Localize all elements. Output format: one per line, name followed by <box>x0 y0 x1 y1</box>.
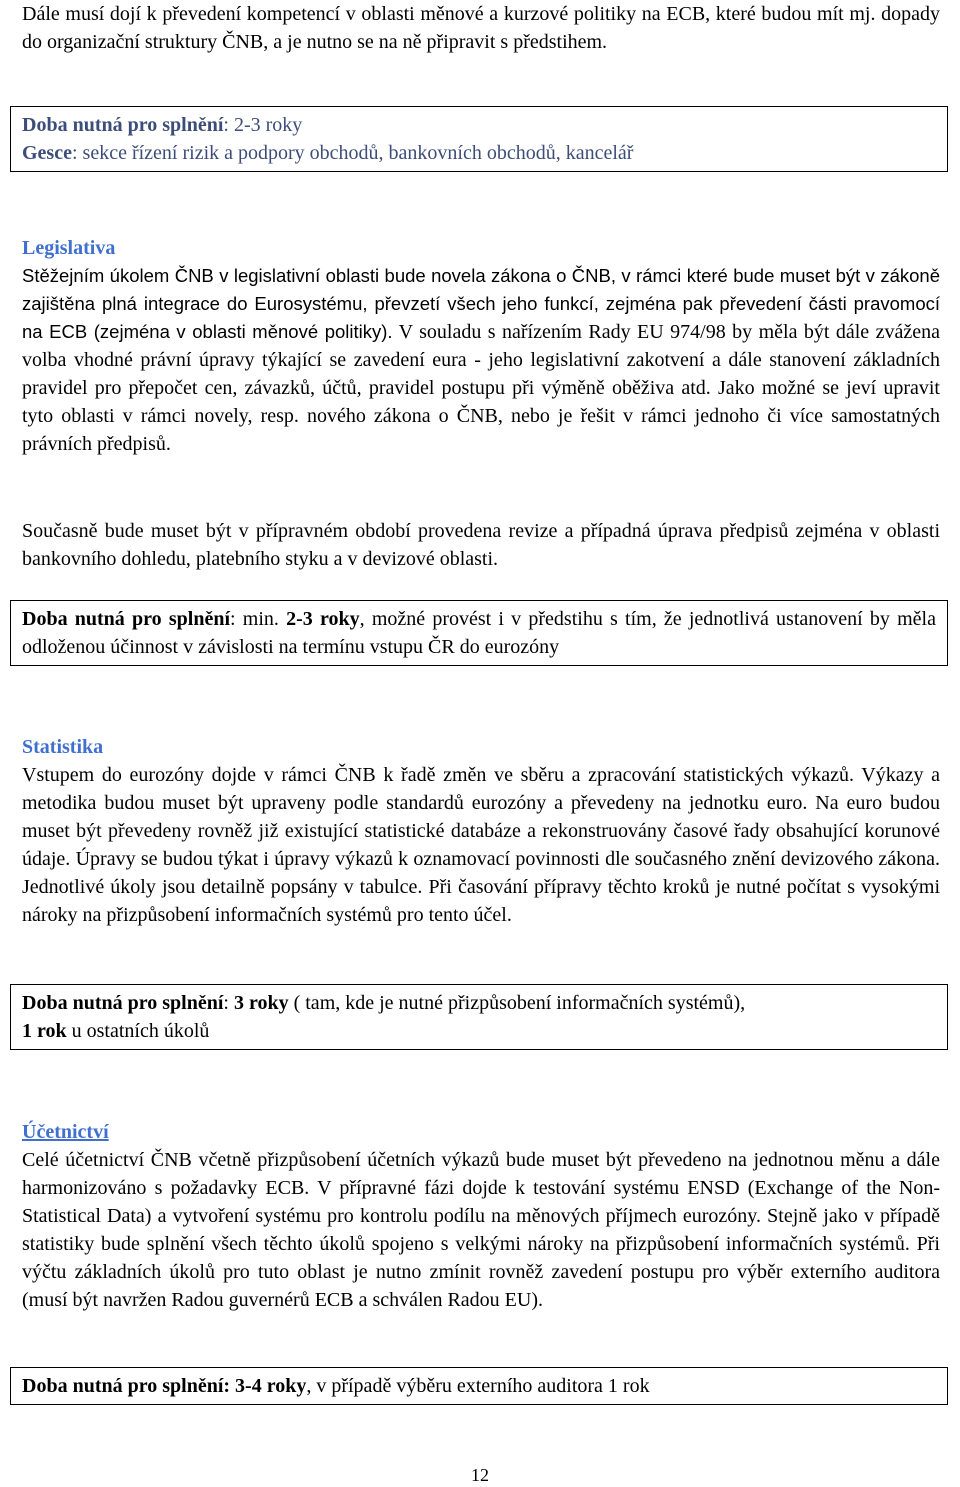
deadline-box-2: Doba nutná pro splnění: min. 2-3 roky, možné provést i v předstihu s tím, že jednotlivá ustanovení by měla odloženou účinnost v závislosti na termínu vstupu ČR do eurozóny <box>10 600 948 666</box>
deadline-box-1 <box>10 106 948 172</box>
deadline-box-3: Doba nutná pro splnění: 3 roky ( tam, kde je nutné přizpůsobení informačních systémů), 1 rok u ostatních úkolů <box>10 984 948 1050</box>
deadline-box-4: Doba nutná pro splnění: 3-4 roky, v případě výběru externího auditora 1 rok <box>10 1367 948 1405</box>
responsibility-line: Gesce: sekce řízení rizik a podpory obchodů, bankovních obchodů, kancelář <box>22 142 634 164</box>
legislativa-paragraph-1: Stěžejním úkolem ČNB v legislativní oblasti bude novela zákona o ČNB, v rámci které bude muset být v zákoně zajištěna plná integrace do Eurosystému, převzetí všech jeho funkcí, zejména pak převedení části pravomocí na ECB (zejména v oblasti měnové politiky). V souladu s nařízením Rady EU 974/98 by měla být dále zvážena volba vhodné právní úpravy týkající se zavedení eura - jeho legislativní zakotvení a dále stanovení základních pravidel pro přepočet cen, závazků, účtů, pravidel postupu při výměně oběživa atd. Jako možné se jeví upravit tyto oblasti v rámci novely, resp. nového zákona o ČNB, nebo je řešit v rámci jednoho či více samostatných právních předpisů. <box>22 265 940 455</box>
heading-legislativa: Legislativa <box>22 237 116 259</box>
intro-paragraph: Dále musí dojí k převedení kompetencí v oblasti měnové a kurzové politiky na ECB, které budou mít mj. dopady do organizační struktury ČNB, a je nutno se na ně připravit s předstihem. <box>22 3 940 53</box>
statistika-paragraph: Vstupem do eurozóny dojde v rámci ČNB k řadě změn ve sběru a zpracování statistických výkazů. Výkazy a metodika budou muset být upraveny podle standardů eurozóny a převedeny na jednotku euro. Na euro budou muset být převedeny rovněž již existující statistické databáze a rekonstruovány časové řady obsahující korunové údaje. Úpravy se budou týkat i úpravy výkazů k oznamovací povinnosti dle současného znění devizového zákona. Jednotlivé úkoly jsou detailně popsány v tabulce. Při časování přípravy těchto kroků je nutné počítat s vysokými nároky na přizpůsobení informačních systémů pro tento účel. <box>22 764 940 926</box>
deadline-line: Doba nutná pro splnění: 2-3 roky <box>22 114 303 136</box>
ucetnictvi-paragraph: Celé účetnictví ČNB včetně přizpůsobení účetních výkazů bude muset být převedeno na jednotnou měnu a dále harmonizováno s požadavky ECB. V přípravné fázi dojde k testování systému ENSD (Exchange of the Non-Statistical Data) a vytvoření systému pro kontrolu podílu na měnových příjmech eurozóny. Stejně jako v případě statistiky bude splnění všech těchto úkolů spojeno s velkými nároky na přizpůsobení informačních systémů. Při výčtu základních úkolů pro tuto oblast je nutno zmínit rovněž zavedení postupu pro výběr externího auditora (musí být navržen Radou guvernérů ECB a schválen Radou EU). <box>22 1149 940 1311</box>
legislativa-paragraph-2: Současně bude muset být v přípravném období provedena revize a případná úprava předpisů zejména v oblasti bankovního dohledu, platebního styku a v devizové oblasti. <box>22 520 940 570</box>
heading-ucetnictvi: Účetnictví <box>22 1121 109 1143</box>
page-number: 12 <box>471 1465 489 1485</box>
heading-statistika: Statistika <box>22 736 104 758</box>
